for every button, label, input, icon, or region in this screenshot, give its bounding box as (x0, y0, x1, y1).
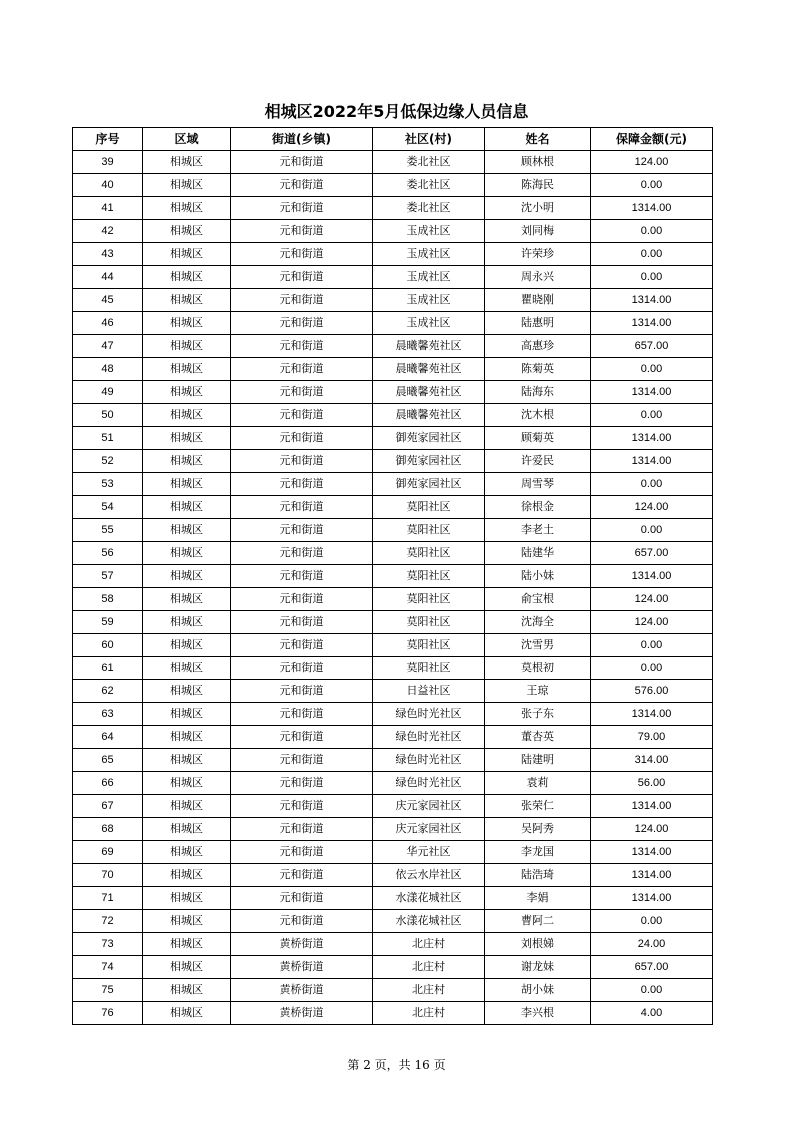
cell-amount: 0.00 (591, 910, 713, 933)
cell-index: 59 (73, 611, 143, 634)
cell-name: 刘同梅 (485, 220, 591, 243)
table-row (73, 749, 713, 772)
cell-district: 相城区 (143, 933, 231, 956)
cell-community: 晨曦馨苑社区 (373, 381, 485, 404)
cell-community: 御苑家园社区 (373, 473, 485, 496)
cell-index: 53 (73, 473, 143, 496)
cell-street: 黄桥街道 (231, 1002, 373, 1025)
table-row (73, 381, 713, 404)
cell-amount: 1314.00 (591, 795, 713, 818)
cell-district: 相城区 (143, 680, 231, 703)
table-row (73, 450, 713, 473)
table-row (73, 358, 713, 381)
cell-index: 61 (73, 657, 143, 680)
cell-street: 元和街道 (231, 634, 373, 657)
cell-name: 李娟 (485, 887, 591, 910)
cell-district: 相城区 (143, 864, 231, 887)
cell-name: 陆建明 (485, 749, 591, 772)
cell-district: 相城区 (143, 542, 231, 565)
cell-community: 绿色时光社区 (373, 726, 485, 749)
cell-name: 陆惠明 (485, 312, 591, 335)
cell-community: 庆元家园社区 (373, 795, 485, 818)
cell-amount: 1314.00 (591, 864, 713, 887)
table-row (73, 151, 713, 174)
cell-district: 相城区 (143, 588, 231, 611)
cell-district: 相城区 (143, 841, 231, 864)
table-row (73, 312, 713, 335)
table-row (73, 818, 713, 841)
cell-street: 元和街道 (231, 657, 373, 680)
cell-community: 莫阳社区 (373, 657, 485, 680)
table-row (73, 910, 713, 933)
cell-index: 69 (73, 841, 143, 864)
cell-index: 71 (73, 887, 143, 910)
cell-name: 曹阿二 (485, 910, 591, 933)
cell-amount: 124.00 (591, 588, 713, 611)
cell-community: 绿色时光社区 (373, 749, 485, 772)
cell-amount: 1314.00 (591, 197, 713, 220)
cell-community: 日益社区 (373, 680, 485, 703)
table-row (73, 404, 713, 427)
cell-amount: 1314.00 (591, 841, 713, 864)
cell-street: 元和街道 (231, 565, 373, 588)
cell-index: 65 (73, 749, 143, 772)
cell-community: 依云水岸社区 (373, 864, 485, 887)
table-body (73, 151, 713, 1025)
cell-street: 元和街道 (231, 795, 373, 818)
cell-street: 元和街道 (231, 496, 373, 519)
cell-district: 相城区 (143, 358, 231, 381)
cell-community: 莫阳社区 (373, 565, 485, 588)
table-row (73, 703, 713, 726)
table-row (73, 519, 713, 542)
table-header-row (73, 128, 713, 151)
cell-index: 63 (73, 703, 143, 726)
table-row (73, 611, 713, 634)
cell-name: 沈木根 (485, 404, 591, 427)
cell-amount: 56.00 (591, 772, 713, 795)
cell-amount: 0.00 (591, 243, 713, 266)
cell-street: 元和街道 (231, 519, 373, 542)
cell-street: 黄桥街道 (231, 956, 373, 979)
column-header-amount: 保障金额(元) (591, 128, 713, 151)
cell-street: 元和街道 (231, 818, 373, 841)
cell-index: 58 (73, 588, 143, 611)
cell-name: 瞿晓刚 (485, 289, 591, 312)
cell-index: 55 (73, 519, 143, 542)
cell-community: 北庄村 (373, 979, 485, 1002)
cell-name: 陈菊英 (485, 358, 591, 381)
cell-community: 莫阳社区 (373, 519, 485, 542)
cell-district: 相城区 (143, 174, 231, 197)
cell-community: 御苑家园社区 (373, 450, 485, 473)
cell-district: 相城区 (143, 1002, 231, 1025)
table-row (73, 841, 713, 864)
cell-community: 莫阳社区 (373, 634, 485, 657)
cell-name: 陈海民 (485, 174, 591, 197)
cell-index: 41 (73, 197, 143, 220)
table-row (73, 979, 713, 1002)
cell-community: 玉成社区 (373, 312, 485, 335)
cell-district: 相城区 (143, 657, 231, 680)
cell-index: 62 (73, 680, 143, 703)
cell-amount: 0.00 (591, 404, 713, 427)
cell-index: 76 (73, 1002, 143, 1025)
cell-community: 娄北社区 (373, 174, 485, 197)
cell-amount: 314.00 (591, 749, 713, 772)
cell-index: 40 (73, 174, 143, 197)
cell-amount: 1314.00 (591, 565, 713, 588)
cell-name: 沈海全 (485, 611, 591, 634)
cell-index: 45 (73, 289, 143, 312)
cell-community: 晨曦馨苑社区 (373, 335, 485, 358)
cell-community: 水漾花城社区 (373, 910, 485, 933)
cell-community: 玉成社区 (373, 289, 485, 312)
cell-name: 李兴根 (485, 1002, 591, 1025)
table-row (73, 473, 713, 496)
table-row (73, 887, 713, 910)
cell-street: 元和街道 (231, 841, 373, 864)
cell-street: 元和街道 (231, 358, 373, 381)
column-header-district: 区域 (143, 128, 231, 151)
cell-index: 75 (73, 979, 143, 1002)
cell-street: 元和街道 (231, 197, 373, 220)
cell-district: 相城区 (143, 910, 231, 933)
table-row (73, 266, 713, 289)
table-row (73, 1002, 713, 1025)
cell-index: 44 (73, 266, 143, 289)
cell-name: 陆浩琦 (485, 864, 591, 887)
cell-district: 相城区 (143, 450, 231, 473)
cell-street: 元和街道 (231, 220, 373, 243)
cell-street: 元和街道 (231, 749, 373, 772)
cell-index: 52 (73, 450, 143, 473)
column-header-community: 社区(村) (373, 128, 485, 151)
cell-street: 元和街道 (231, 404, 373, 427)
cell-community: 莫阳社区 (373, 496, 485, 519)
table-row (73, 197, 713, 220)
cell-district: 相城区 (143, 703, 231, 726)
cell-community: 庆元家园社区 (373, 818, 485, 841)
cell-street: 元和街道 (231, 887, 373, 910)
cell-index: 64 (73, 726, 143, 749)
cell-street: 元和街道 (231, 381, 373, 404)
cell-amount: 0.00 (591, 358, 713, 381)
cell-district: 相城区 (143, 427, 231, 450)
cell-amount: 0.00 (591, 634, 713, 657)
cell-index: 49 (73, 381, 143, 404)
cell-district: 相城区 (143, 151, 231, 174)
cell-index: 68 (73, 818, 143, 841)
cell-community: 北庄村 (373, 956, 485, 979)
column-header-street: 街道(乡镇) (231, 128, 373, 151)
cell-index: 42 (73, 220, 143, 243)
column-header-name: 姓名 (485, 128, 591, 151)
cell-street: 元和街道 (231, 289, 373, 312)
cell-amount: 0.00 (591, 174, 713, 197)
cell-district: 相城区 (143, 634, 231, 657)
cell-amount: 657.00 (591, 956, 713, 979)
cell-street: 元和街道 (231, 910, 373, 933)
cell-district: 相城区 (143, 565, 231, 588)
cell-community: 华元社区 (373, 841, 485, 864)
cell-name: 顾林根 (485, 151, 591, 174)
cell-name: 张子东 (485, 703, 591, 726)
cell-district: 相城区 (143, 473, 231, 496)
page-footer: 第 2 页，共 16 页 (347, 1058, 446, 1072)
cell-amount: 0.00 (591, 473, 713, 496)
cell-name: 董杏英 (485, 726, 591, 749)
table-row (73, 795, 713, 818)
cell-district: 相城区 (143, 496, 231, 519)
cell-index: 73 (73, 933, 143, 956)
cell-community: 北庄村 (373, 1002, 485, 1025)
table-row (73, 726, 713, 749)
cell-street: 元和街道 (231, 312, 373, 335)
cell-name: 莫根初 (485, 657, 591, 680)
cell-name: 周永兴 (485, 266, 591, 289)
cell-district: 相城区 (143, 726, 231, 749)
cell-district: 相城区 (143, 404, 231, 427)
cell-amount: 0.00 (591, 657, 713, 680)
cell-name: 谢龙妹 (485, 956, 591, 979)
cell-index: 43 (73, 243, 143, 266)
cell-district: 相城区 (143, 220, 231, 243)
cell-community: 晨曦馨苑社区 (373, 358, 485, 381)
cell-community: 莫阳社区 (373, 588, 485, 611)
cell-street: 元和街道 (231, 335, 373, 358)
cell-name: 刘根娣 (485, 933, 591, 956)
cell-name: 周雪琴 (485, 473, 591, 496)
table-row (73, 289, 713, 312)
cell-index: 48 (73, 358, 143, 381)
cell-amount: 124.00 (591, 818, 713, 841)
cell-community: 娄北社区 (373, 151, 485, 174)
column-header-index: 序号 (73, 128, 143, 151)
cell-amount: 1314.00 (591, 887, 713, 910)
cell-street: 元和街道 (231, 174, 373, 197)
cell-community: 玉成社区 (373, 220, 485, 243)
cell-index: 60 (73, 634, 143, 657)
cell-street: 元和街道 (231, 266, 373, 289)
table-row (73, 772, 713, 795)
cell-district: 相城区 (143, 335, 231, 358)
cell-name: 吴阿秀 (485, 818, 591, 841)
cell-name: 沈小明 (485, 197, 591, 220)
cell-amount: 657.00 (591, 542, 713, 565)
cell-name: 陆小妹 (485, 565, 591, 588)
cell-district: 相城区 (143, 197, 231, 220)
cell-amount: 1314.00 (591, 312, 713, 335)
cell-name: 沈雪男 (485, 634, 591, 657)
cell-name: 胡小妹 (485, 979, 591, 1002)
table-row (73, 496, 713, 519)
cell-district: 相城区 (143, 519, 231, 542)
cell-index: 39 (73, 151, 143, 174)
table-row (73, 864, 713, 887)
cell-index: 50 (73, 404, 143, 427)
cell-street: 元和街道 (231, 473, 373, 496)
cell-amount: 1314.00 (591, 703, 713, 726)
table-row (73, 174, 713, 197)
cell-index: 54 (73, 496, 143, 519)
cell-street: 元和街道 (231, 611, 373, 634)
cell-index: 47 (73, 335, 143, 358)
table-row (73, 335, 713, 358)
table-row (73, 220, 713, 243)
cell-street: 元和街道 (231, 151, 373, 174)
cell-amount: 0.00 (591, 220, 713, 243)
cell-district: 相城区 (143, 381, 231, 404)
recipient-table (72, 127, 713, 1025)
document-title: 相城区2022年5月低保边缘人员信息 (264, 102, 529, 121)
cell-name: 许荣珍 (485, 243, 591, 266)
cell-district: 相城区 (143, 266, 231, 289)
cell-street: 黄桥街道 (231, 933, 373, 956)
cell-community: 北庄村 (373, 933, 485, 956)
cell-index: 67 (73, 795, 143, 818)
table-row (73, 565, 713, 588)
cell-street: 元和街道 (231, 680, 373, 703)
cell-district: 相城区 (143, 956, 231, 979)
cell-name: 高惠珍 (485, 335, 591, 358)
cell-amount: 1314.00 (591, 427, 713, 450)
cell-street: 元和街道 (231, 450, 373, 473)
cell-district: 相城区 (143, 818, 231, 841)
cell-index: 56 (73, 542, 143, 565)
cell-community: 晨曦馨苑社区 (373, 404, 485, 427)
table-row (73, 634, 713, 657)
cell-community: 莫阳社区 (373, 542, 485, 565)
cell-street: 元和街道 (231, 726, 373, 749)
cell-district: 相城区 (143, 312, 231, 335)
cell-index: 57 (73, 565, 143, 588)
cell-amount: 0.00 (591, 519, 713, 542)
cell-street: 元和街道 (231, 772, 373, 795)
table-row (73, 542, 713, 565)
table-row (73, 427, 713, 450)
cell-district: 相城区 (143, 243, 231, 266)
cell-name: 李龙国 (485, 841, 591, 864)
cell-street: 元和街道 (231, 703, 373, 726)
cell-amount: 124.00 (591, 151, 713, 174)
cell-index: 66 (73, 772, 143, 795)
cell-street: 元和街道 (231, 542, 373, 565)
cell-community: 莫阳社区 (373, 611, 485, 634)
cell-district: 相城区 (143, 289, 231, 312)
cell-community: 玉成社区 (373, 243, 485, 266)
cell-name: 袁莉 (485, 772, 591, 795)
cell-name: 陆海东 (485, 381, 591, 404)
cell-amount: 1314.00 (591, 450, 713, 473)
table-row (73, 933, 713, 956)
cell-district: 相城区 (143, 749, 231, 772)
cell-index: 70 (73, 864, 143, 887)
table-row (73, 956, 713, 979)
cell-name: 许爱民 (485, 450, 591, 473)
cell-name: 王琼 (485, 680, 591, 703)
cell-community: 娄北社区 (373, 197, 485, 220)
cell-amount: 79.00 (591, 726, 713, 749)
cell-amount: 576.00 (591, 680, 713, 703)
cell-name: 张荣仁 (485, 795, 591, 818)
cell-community: 绿色时光社区 (373, 772, 485, 795)
cell-amount: 4.00 (591, 1002, 713, 1025)
cell-street: 元和街道 (231, 243, 373, 266)
cell-community: 水漾花城社区 (373, 887, 485, 910)
cell-amount: 0.00 (591, 266, 713, 289)
cell-community: 御苑家园社区 (373, 427, 485, 450)
cell-district: 相城区 (143, 772, 231, 795)
cell-index: 74 (73, 956, 143, 979)
table-row (73, 680, 713, 703)
cell-amount: 1314.00 (591, 289, 713, 312)
cell-district: 相城区 (143, 887, 231, 910)
cell-district: 相城区 (143, 979, 231, 1002)
table-row (73, 243, 713, 266)
cell-name: 陆建华 (485, 542, 591, 565)
cell-name: 顾菊英 (485, 427, 591, 450)
table-row (73, 657, 713, 680)
table-row (73, 588, 713, 611)
cell-amount: 657.00 (591, 335, 713, 358)
cell-community: 玉成社区 (373, 266, 485, 289)
cell-name: 俞宝根 (485, 588, 591, 611)
cell-amount: 1314.00 (591, 381, 713, 404)
cell-name: 徐根金 (485, 496, 591, 519)
cell-street: 元和街道 (231, 427, 373, 450)
cell-index: 72 (73, 910, 143, 933)
cell-street: 黄桥街道 (231, 979, 373, 1002)
cell-street: 元和街道 (231, 864, 373, 887)
cell-street: 元和街道 (231, 588, 373, 611)
cell-index: 46 (73, 312, 143, 335)
cell-amount: 24.00 (591, 933, 713, 956)
cell-district: 相城区 (143, 795, 231, 818)
cell-community: 绿色时光社区 (373, 703, 485, 726)
cell-district: 相城区 (143, 611, 231, 634)
cell-index: 51 (73, 427, 143, 450)
cell-name: 李老土 (485, 519, 591, 542)
cell-amount: 0.00 (591, 979, 713, 1002)
cell-amount: 124.00 (591, 496, 713, 519)
cell-amount: 124.00 (591, 611, 713, 634)
